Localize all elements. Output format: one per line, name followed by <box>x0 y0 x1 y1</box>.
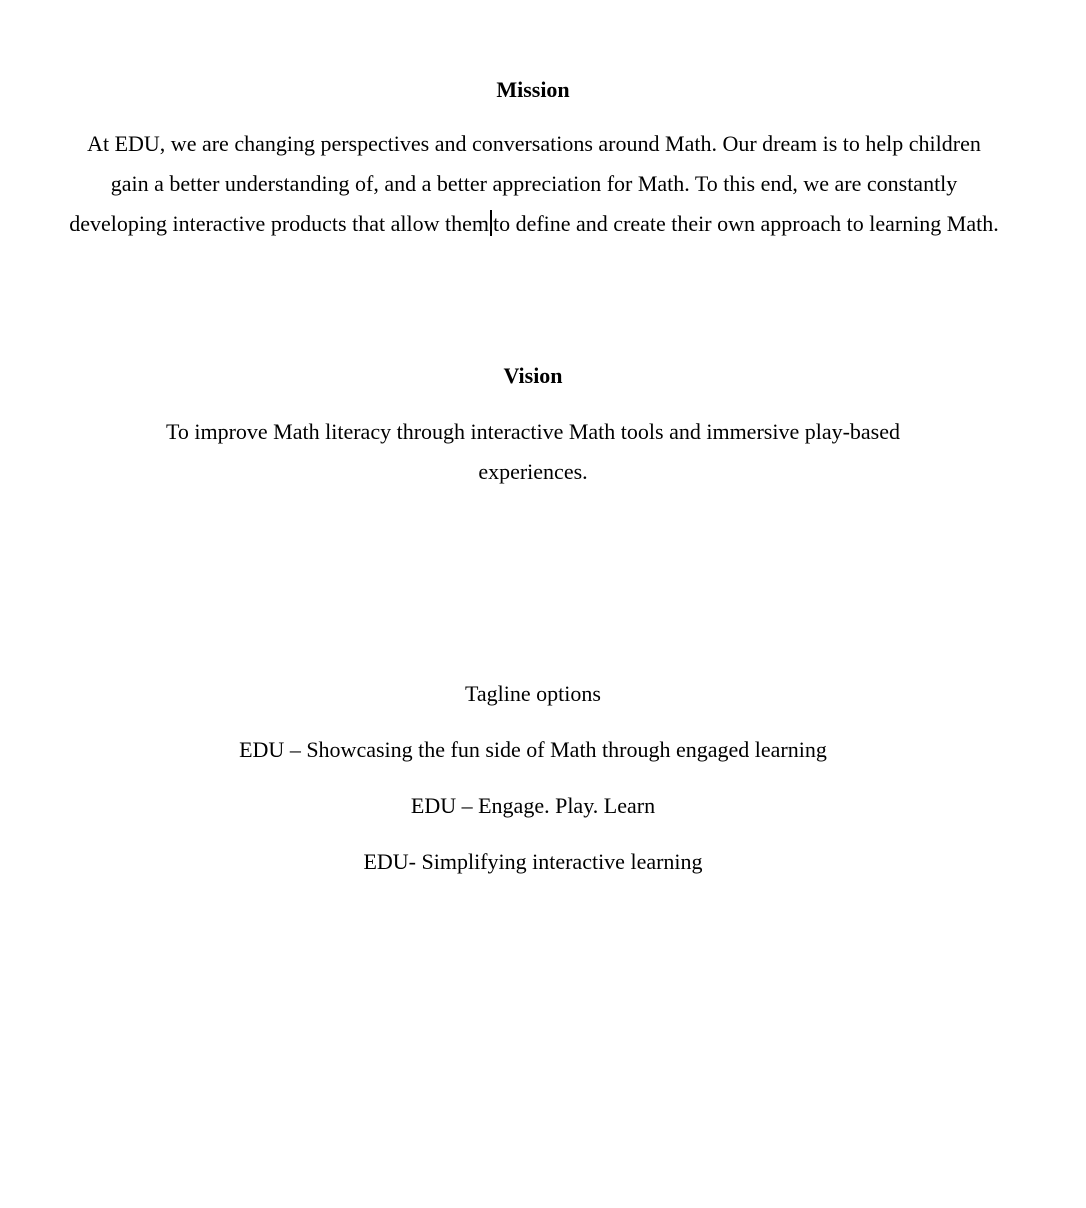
mission-text-start: At EDU, we are changing perspectives and conversations around Math. Our dream is to help children gain a better understanding of, and a better appreciation for Math. To this end, we are constantly developing interactive products that allow them <box>69 131 981 236</box>
tagline-heading: Tagline options <box>465 681 601 706</box>
mission-heading: Mission <box>496 77 570 102</box>
vision-heading: Vision <box>503 363 563 388</box>
mission-text-end: to define and create their own approach to learning Math. <box>492 211 999 236</box>
text-cursor <box>490 210 492 236</box>
tagline-option-3[interactable]: EDU- Simplifying interactive learning <box>363 849 703 874</box>
tagline-option-1[interactable]: EDU – Showcasing the fun side of Math through engaged learning <box>239 737 827 762</box>
mission-paragraph[interactable] <box>66 124 1002 244</box>
vision-paragraph[interactable]: To improve Math literacy through interactive Math tools and immersive play-based experiences. <box>165 419 901 484</box>
tagline-option-2[interactable]: EDU – Engage. Play. Learn <box>410 793 656 818</box>
